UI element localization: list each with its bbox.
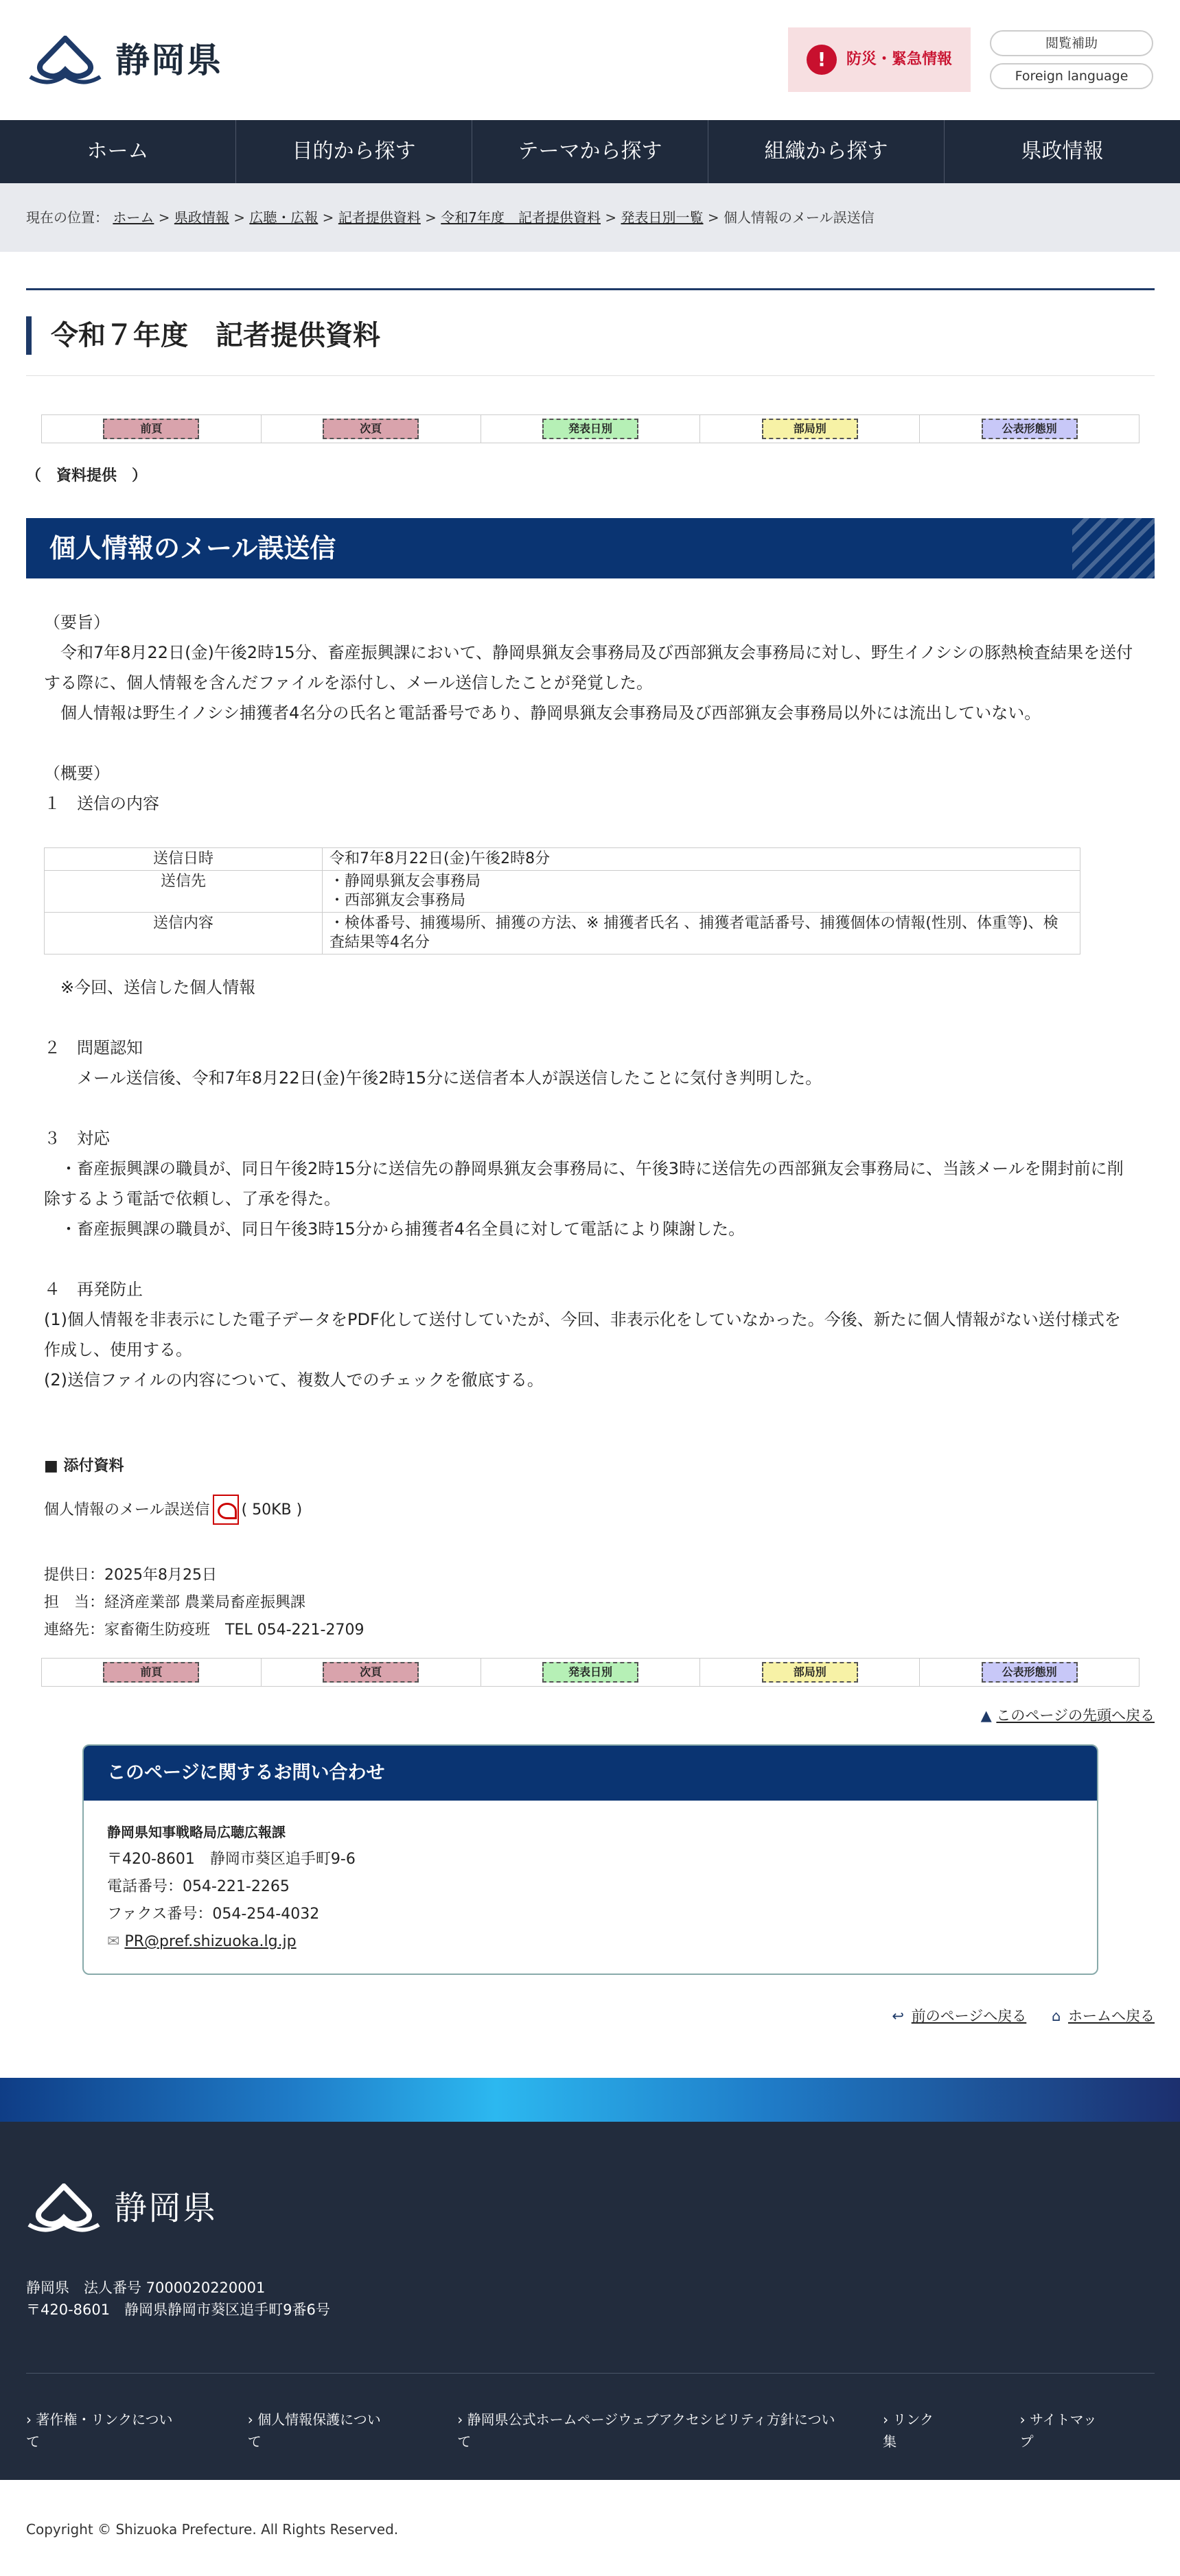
section-2-text: メール送信後、令和7年8月22日(金)午後2時15分に送信者本人が誤送信したことに気付き判明した。 (44, 1068, 822, 1088)
main-content (26, 288, 1155, 2028)
by-publication-button[interactable] (920, 415, 1139, 443)
table-key: 送信日時 (45, 848, 323, 871)
back-links (26, 2005, 1155, 2028)
table-value (323, 871, 1080, 913)
table-row (45, 871, 1080, 913)
by-date-label: 発表日別 (542, 1662, 638, 1683)
footer-logo-text: 静岡県 (114, 2189, 218, 2227)
section-4-heading: ４ 再発防止 (44, 1280, 143, 1300)
contact-address: 〒420-8601 静岡市葵区追手町9-6 (107, 1850, 356, 1868)
by-dept-button[interactable] (700, 1659, 920, 1686)
footer-link-copyright[interactable]: › 著作権・リンクについて (26, 2411, 173, 2450)
attachment-heading: ■ 添付資料 (44, 1457, 124, 1475)
release-title-bar (26, 518, 1155, 578)
footer-link-sitemap[interactable]: › サイトマップ (1019, 2411, 1097, 2450)
back-to-prev-link[interactable]: 前のページへ戻る (911, 2007, 1027, 2024)
return-arrow-icon: ↩ (892, 2007, 904, 2024)
site-header (0, 0, 1180, 120)
contact-fax: ファクス番号：054-254-4032 (107, 1905, 320, 1923)
site-logo[interactable] (27, 33, 222, 88)
breadcrumb-prefix: 現在の位置： (26, 209, 108, 226)
table-key: 送信内容 (45, 913, 323, 955)
attachment-size: ( 50KB ) (241, 1501, 303, 1519)
section-4-text-2: (2)送信ファイルの内容について、複数人でのチェックを徹底する。 (44, 1370, 544, 1390)
section-2-heading: ２ 問題認知 (44, 1038, 143, 1058)
page-title: 令和７年度 記者提供資料 (26, 316, 1155, 355)
by-date-button[interactable] (481, 415, 701, 443)
footer-divider (26, 2373, 1155, 2374)
footer-link-label: リンク集 (883, 2411, 934, 2450)
breadcrumb-current: 個人情報のメール誤送信 (724, 209, 875, 226)
site-logo-text: 静岡県 (115, 40, 222, 80)
prev-page-label: 前頁 (103, 1662, 199, 1683)
footer-link-label: サイトマップ (1019, 2411, 1097, 2450)
nav-purpose[interactable]: 目的から探す (236, 120, 472, 183)
section-3-heading: ３ 対応 (44, 1129, 110, 1149)
release-type: （ 資料提供 ） (26, 467, 148, 484)
summary-paragraph-2: 個人情報は野生イノシシ捕獲者4名分の氏名と電話番号であり、静岡県猟友会事務局及び西部猟友会事務局以外には流出していない。 (44, 703, 1041, 723)
accessibility-button[interactable]: 閲覧補助 (990, 30, 1153, 56)
alert-icon: ! (807, 45, 837, 75)
by-dept-button[interactable] (700, 415, 920, 443)
nav-organization[interactable]: 組織から探す (708, 120, 945, 183)
footer-link-privacy[interactable]: › 個人情報保護について (247, 2411, 381, 2450)
by-dept-label: 部局別 (762, 1662, 858, 1683)
table-value-line: ・西部猟友会事務局 (329, 892, 466, 910)
nav-home[interactable]: ホーム (0, 120, 236, 183)
footer-link-accessibility[interactable]: › 静岡県公式ホームページウェブアクセシビリティ方針について (457, 2411, 835, 2450)
by-dept-label: 部局別 (762, 419, 858, 439)
breadcrumb-link-pr[interactable]: 広聴・広報 (249, 209, 319, 226)
table-value-line: ・静岡県猟友会事務局 (329, 873, 481, 891)
release-body-continued (26, 972, 1155, 1395)
overview-heading: （概要） (44, 764, 110, 784)
release-title: 個人情報のメール誤送信 (49, 533, 336, 564)
pdf-icon[interactable] (213, 1495, 239, 1525)
footer-links (26, 2409, 1180, 2452)
shizuoka-logo-icon (26, 2183, 102, 2233)
breadcrumb-link-by-date[interactable]: 発表日別一覧 (621, 209, 704, 226)
breadcrumb-link-home[interactable]: ホーム (113, 209, 154, 226)
breadcrumb-link-press[interactable]: 記者提供資料 (338, 209, 421, 226)
to-top-link[interactable]: このページの先頭へ戻る (996, 1707, 1155, 1724)
by-publication-label: 公表形態別 (982, 1662, 1078, 1683)
table-value-line: 令和7年8月22日(金)午後2時8分 (329, 850, 551, 868)
nav-prefecture-info[interactable]: 県政情報 (1021, 139, 1104, 163)
next-page-label: 次頁 (323, 419, 419, 439)
contact-email-link[interactable]: PR@pref.shizuoka.lg.jp (124, 1932, 297, 1950)
summary-heading: （要旨） (44, 613, 110, 633)
attachment-link[interactable]: 個人情報のメール誤送信 (44, 1501, 210, 1519)
to-top-row (26, 1705, 1155, 1728)
emergency-label: 防災・緊急情報 (846, 51, 952, 69)
prev-page-button[interactable] (42, 1659, 262, 1686)
table-row (45, 913, 1080, 955)
foreign-language-button[interactable]: Foreign language (990, 63, 1153, 89)
attachment-row (26, 1495, 1155, 1525)
release-meta (26, 1562, 1155, 1644)
footer-link-label: 静岡県公式ホームページウェブアクセシビリティ方針について (457, 2411, 835, 2450)
press-nav-top (41, 414, 1139, 443)
section-4-text-1: (1)個人情報を非表示にした電子データをPDF化して送付していたが、今回、非表示化をしていなかった。今後、新たに個人情報がない送付様式を作成し、使用する。 (44, 1310, 1121, 1360)
by-publication-button[interactable] (920, 1659, 1139, 1686)
table-value (323, 913, 1080, 955)
site-footer (0, 2122, 1180, 2480)
contact-dept: 静岡県知事戦略局広聴広報課 (107, 1823, 286, 1840)
table-row (45, 848, 1080, 871)
footer-logo[interactable] (26, 2182, 217, 2235)
section-3-text-1: ・畜産振興課の職員が、同日午後2時15分に送信先の静岡県猟友会事務局に、午後3時に送信先の西部猟友会事務局に、当該メールを開封前に削除するよう電話で依頼し、了承を得た。 (44, 1159, 1124, 1209)
next-page-button[interactable] (262, 1659, 481, 1686)
mail-icon: ✉ (107, 1932, 120, 1950)
footer-link-label: 著作権・リンクについて (26, 2411, 173, 2450)
back-to-home-link[interactable]: ホームへ戻る (1068, 2007, 1155, 2024)
footer-corp-number: 静岡県 法人番号 7000020220001 (26, 2280, 266, 2296)
copyright: Copyright © Shizuoka Prefecture. All Rights Reserved. (26, 2521, 399, 2538)
release-body (26, 607, 1155, 819)
contact-title: このページに関するお問い合わせ (84, 1746, 1097, 1801)
divider (26, 375, 1155, 376)
section-1-heading: １ 送信の内容 (44, 794, 159, 814)
release-date: 提供日：2025年8月25日 (44, 1567, 217, 1584)
press-nav-bottom (41, 1658, 1139, 1687)
table-value-line: ・検体番号、捕獲場所、捕獲の方法、※ 捕獲者氏名 、捕獲者電話番号、捕獲個体の情報(性別、体重等)、検査結果等4名分 (329, 915, 1058, 952)
summary-paragraph-1: 令和7年8月22日(金)午後2時15分、畜産振興課において、静岡県猟友会事務局及び西部猟友会事務局に対し、野生イノシシの豚熱検査結果を送付する際に、個人情報を含んだファイルを添付し、メール送信したことが発覚した。 (44, 643, 1133, 693)
release-charge: 担 当：経済産業部 農業局畜産振興課 (44, 1594, 305, 1612)
breadcrumb-link-prefecture-info[interactable]: 県政情報 (174, 209, 229, 226)
global-nav (0, 120, 1180, 183)
section-3-text-2: ・畜産振興課の職員が、同日午後3時15分から捕獲者4名全員に対して電話により陳謝した。 (44, 1219, 745, 1239)
breadcrumb-link-press-r7[interactable]: 令和7年度 記者提供資料 (441, 209, 601, 226)
emergency-info-button[interactable] (788, 27, 971, 92)
contact-tel: 電話番号：054-221-2265 (107, 1877, 290, 1895)
contact-box (82, 1744, 1098, 1975)
by-date-label: 発表日別 (542, 419, 638, 439)
prev-page-button[interactable] (42, 415, 262, 443)
nav-theme[interactable]: テーマから探す (472, 120, 708, 183)
by-publication-label: 公表形態別 (982, 419, 1078, 439)
personal-info-note: ※今回、送信した個人情報 (44, 978, 256, 998)
breadcrumb: 現在の位置： ホーム > 県政情報 > 広聴・広報 > 記者提供資料 > 令和7年度 記者提供資料 > 発表日別一覧 > 個人情報のメール誤送信 (0, 183, 1180, 252)
shizuoka-logo-icon (27, 36, 103, 85)
footer-link-label: 個人情報保護について (247, 2411, 381, 2450)
next-page-button[interactable] (262, 415, 481, 443)
next-page-label: 次頁 (323, 1662, 419, 1683)
footer-postal-address: 〒420-8601 静岡県静岡市葵区追手町9番6号 (26, 2302, 330, 2318)
footer-gradient-band (0, 2078, 1180, 2122)
prev-page-label: 前頁 (103, 419, 199, 439)
contact-email-row (107, 1928, 1074, 1956)
by-date-button[interactable] (481, 1659, 701, 1686)
footer-address (26, 2277, 330, 2321)
release-contact: 連絡先：家畜衛生防疫班 TEL 054-221-2709 (44, 1621, 365, 1639)
send-info-table (44, 847, 1080, 955)
triangle-up-icon: ▲ (980, 1707, 992, 1724)
home-icon: ⌂ (1051, 2007, 1061, 2024)
title-divider (26, 288, 1155, 290)
contact-details (84, 1801, 1097, 1974)
decorative-stripes (1072, 518, 1155, 578)
table-key: 送信先 (45, 871, 323, 913)
footer-link-links[interactable]: › リンク集 (883, 2411, 934, 2450)
table-value (323, 848, 1080, 871)
